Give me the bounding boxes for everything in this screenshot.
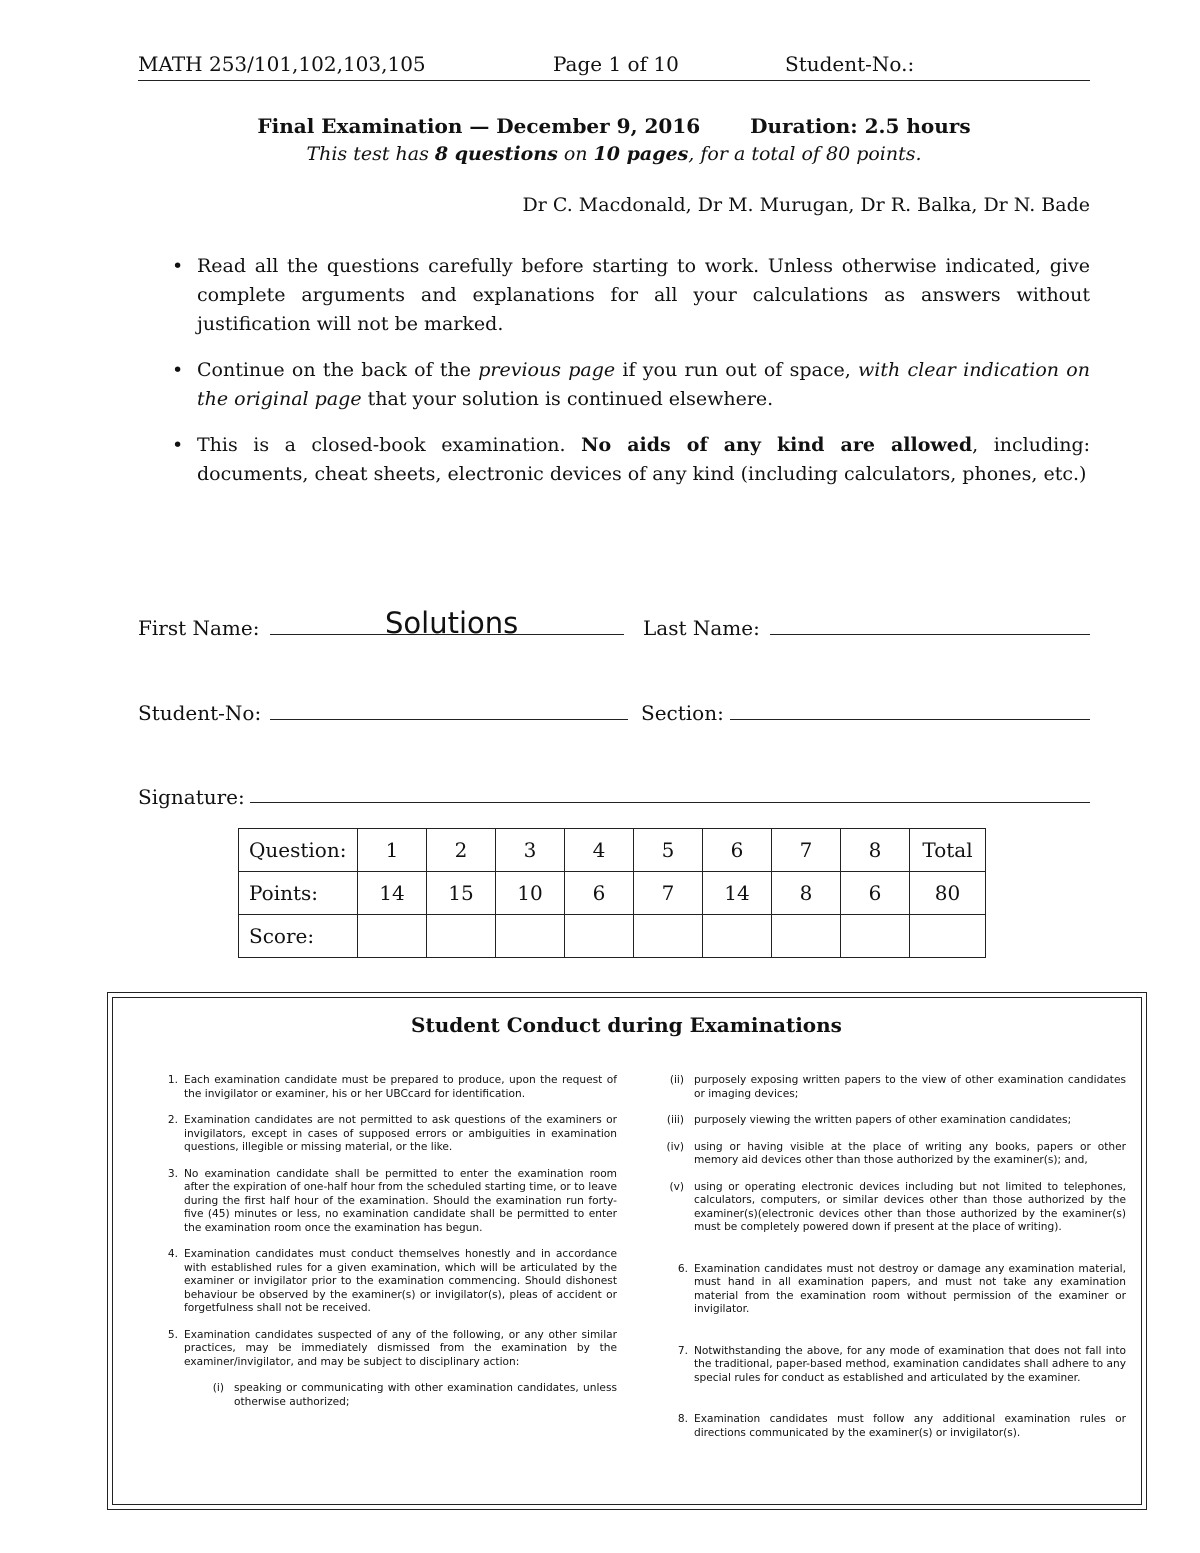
instruction-read-carefully: • Read all the questions carefully before starting to work. Unless otherwise indicated, give complete arguments and explanations for all your calculations as answers without justification will not be marked. (172, 252, 1090, 339)
score-cell[interactable] (772, 915, 841, 958)
score-cell[interactable] (496, 915, 565, 958)
points-cell: 8 (772, 872, 841, 915)
conduct-rule: 7. Notwithstanding the above, for any mode of examination that does not fall into the traditional, paper-based method, examination candidates shall adhere to any special rules for conduct as established and articulated by the examiner. (677, 1344, 1126, 1384)
score-table (238, 828, 986, 958)
conduct-subrule: (ii) purposely exposing written papers to the view of other examination candidates or imaging devices; (669, 1074, 1126, 1100)
conduct-subrule: (iv) using or having visible at the place of writing any books, papers or other memory aid devices other than those authorized by the examiner(s); and, (666, 1140, 1126, 1166)
last-name-field[interactable] (770, 634, 1090, 635)
student-no-label: Student-No: (138, 701, 262, 725)
instruction-closed-book: • This is a closed-book examination. No aids of any kind are allowed, including: documents, cheat sheets, electronic devices of any kind (including calculators, phones, etc.) (172, 431, 1090, 489)
table-row-questions (239, 829, 986, 872)
conduct-rule: 6. Examination candidates must not destroy or damage any examination material, must hand in all examination papers, and must not take any examination material from the examination room without permission of the examiner or invigilator. (677, 1262, 1126, 1315)
exam-authors: Dr C. Macdonald, Dr M. Murugan, Dr R. Balka, Dr N. Bade (522, 194, 1090, 216)
question-number: 4 (565, 829, 634, 872)
conduct-rule: 5. Examination candidates suspected of any of the following, or any other similar practices, may be immediately dismissed from the examination by the examiner/invigilator, and may be subject to disciplinary action: (167, 1328, 617, 1368)
points-cell: 14 (703, 872, 772, 915)
points-cell: 10 (496, 872, 565, 915)
conduct-rule: 3. No examination candidate shall be permitted to enter the examination room after the expiration of one-half hour from the scheduled starting time, or to leave during the first half hour of the examination. Should the examination run forty-five (45) minutes or less, no examination candidate shall be permitted to enter the examination room once the examination has begun. (167, 1167, 617, 1234)
row-label: Points: (239, 872, 358, 915)
conduct-title: Student Conduct during Examinations (411, 1013, 842, 1037)
score-cell[interactable] (427, 915, 496, 958)
question-number: 5 (634, 829, 703, 872)
exam-name: Final Examination — December 9, 2016 (257, 114, 701, 138)
conduct-subrule: (iii) purposely viewing the written papers of other examination candidates; (666, 1114, 1072, 1126)
conduct-rule: 8. Examination candidates must follow any additional examination rules or directions communicated by the examiner(s) or invigilator(s). (677, 1413, 1126, 1439)
first-name-label: First Name: (138, 616, 260, 640)
score-total-cell[interactable] (910, 915, 986, 958)
score-cell[interactable] (634, 915, 703, 958)
points-cell: 15 (427, 872, 496, 915)
signature-field[interactable] (250, 802, 1090, 803)
table-row-score (239, 915, 986, 958)
conduct-rule: 4. Examination candidates must conduct themselves honestly and in accordance with established rules for a given examination, which will be articulated by the examiner or invigilator prior to the examination commencing. Should dishonest behaviour be observed by the examiner(s) or invigilator(s), pleas of accident or forgetfulness shall not be received. (167, 1248, 617, 1314)
points-cell: 14 (358, 872, 427, 915)
exam-title (0, 114, 1200, 138)
signature-label: Signature: (138, 785, 245, 809)
points-cell: 6 (565, 872, 634, 915)
conduct-rule: 1. Each examination candidate must be prepared to produce, upon the request of the invigilator or examiner, his or her UBCcard for identification. (167, 1074, 617, 1100)
table-row-points (239, 872, 986, 915)
score-cell[interactable] (565, 915, 634, 958)
header-rule (138, 80, 1090, 81)
last-name-label: Last Name: (643, 616, 760, 640)
score-cell[interactable] (841, 915, 910, 958)
instruction-continue-back: • Continue on the back of the previous page if you run out of space, with clear indication on the original page that your solution is continued elsewhere. (172, 356, 1090, 414)
conduct-right-column (666, 1074, 1126, 1453)
row-label: Score: (239, 915, 358, 958)
total-header: Total (910, 829, 986, 872)
points-cell: 7 (634, 872, 703, 915)
question-number: 8 (841, 829, 910, 872)
exam-duration: Duration: 2.5 hours (750, 114, 971, 138)
course-code: MATH 253/101,102,103,105 (138, 52, 426, 76)
question-number: 7 (772, 829, 841, 872)
header-student-no-label: Student-No.: (785, 52, 915, 76)
conduct-left-column (162, 1074, 617, 1422)
points-total: 80 (910, 872, 986, 915)
first-name-value: Solutions (385, 606, 519, 640)
exam-subtitle: This test has 8 questions on 10 pages, for a total of 80 points. (306, 143, 922, 165)
conduct-subrule: (i) speaking or communicating with other examination candidates, unless otherwise authorized; (212, 1382, 617, 1408)
question-number: 3 (496, 829, 565, 872)
score-cell[interactable] (358, 915, 427, 958)
conduct-rule: 2. Examination candidates are not permitted to ask questions of the examiners or invigilators, except in cases of supposed errors or ambiguities in examination questions, illegible or missing material, or the like. (167, 1114, 617, 1153)
points-cell: 6 (841, 872, 910, 915)
conduct-subrule: (v) using or operating electronic devices including but not limited to telephones, calculators, computers, or similar devices other than those authorized by the examiner(s)(electronic devices other than those authorized by the examiner(s) must be completely powered down if present at the place of writing). (669, 1180, 1126, 1233)
row-label: Question: (239, 829, 358, 872)
question-number: 1 (358, 829, 427, 872)
page-number: Page 1 of 10 (553, 52, 679, 76)
question-number: 2 (427, 829, 496, 872)
instructions-list (172, 252, 1090, 506)
section-label: Section: (641, 701, 724, 725)
section-field[interactable] (730, 719, 1090, 720)
question-number: 6 (703, 829, 772, 872)
student-no-field[interactable] (270, 719, 628, 720)
score-cell[interactable] (703, 915, 772, 958)
